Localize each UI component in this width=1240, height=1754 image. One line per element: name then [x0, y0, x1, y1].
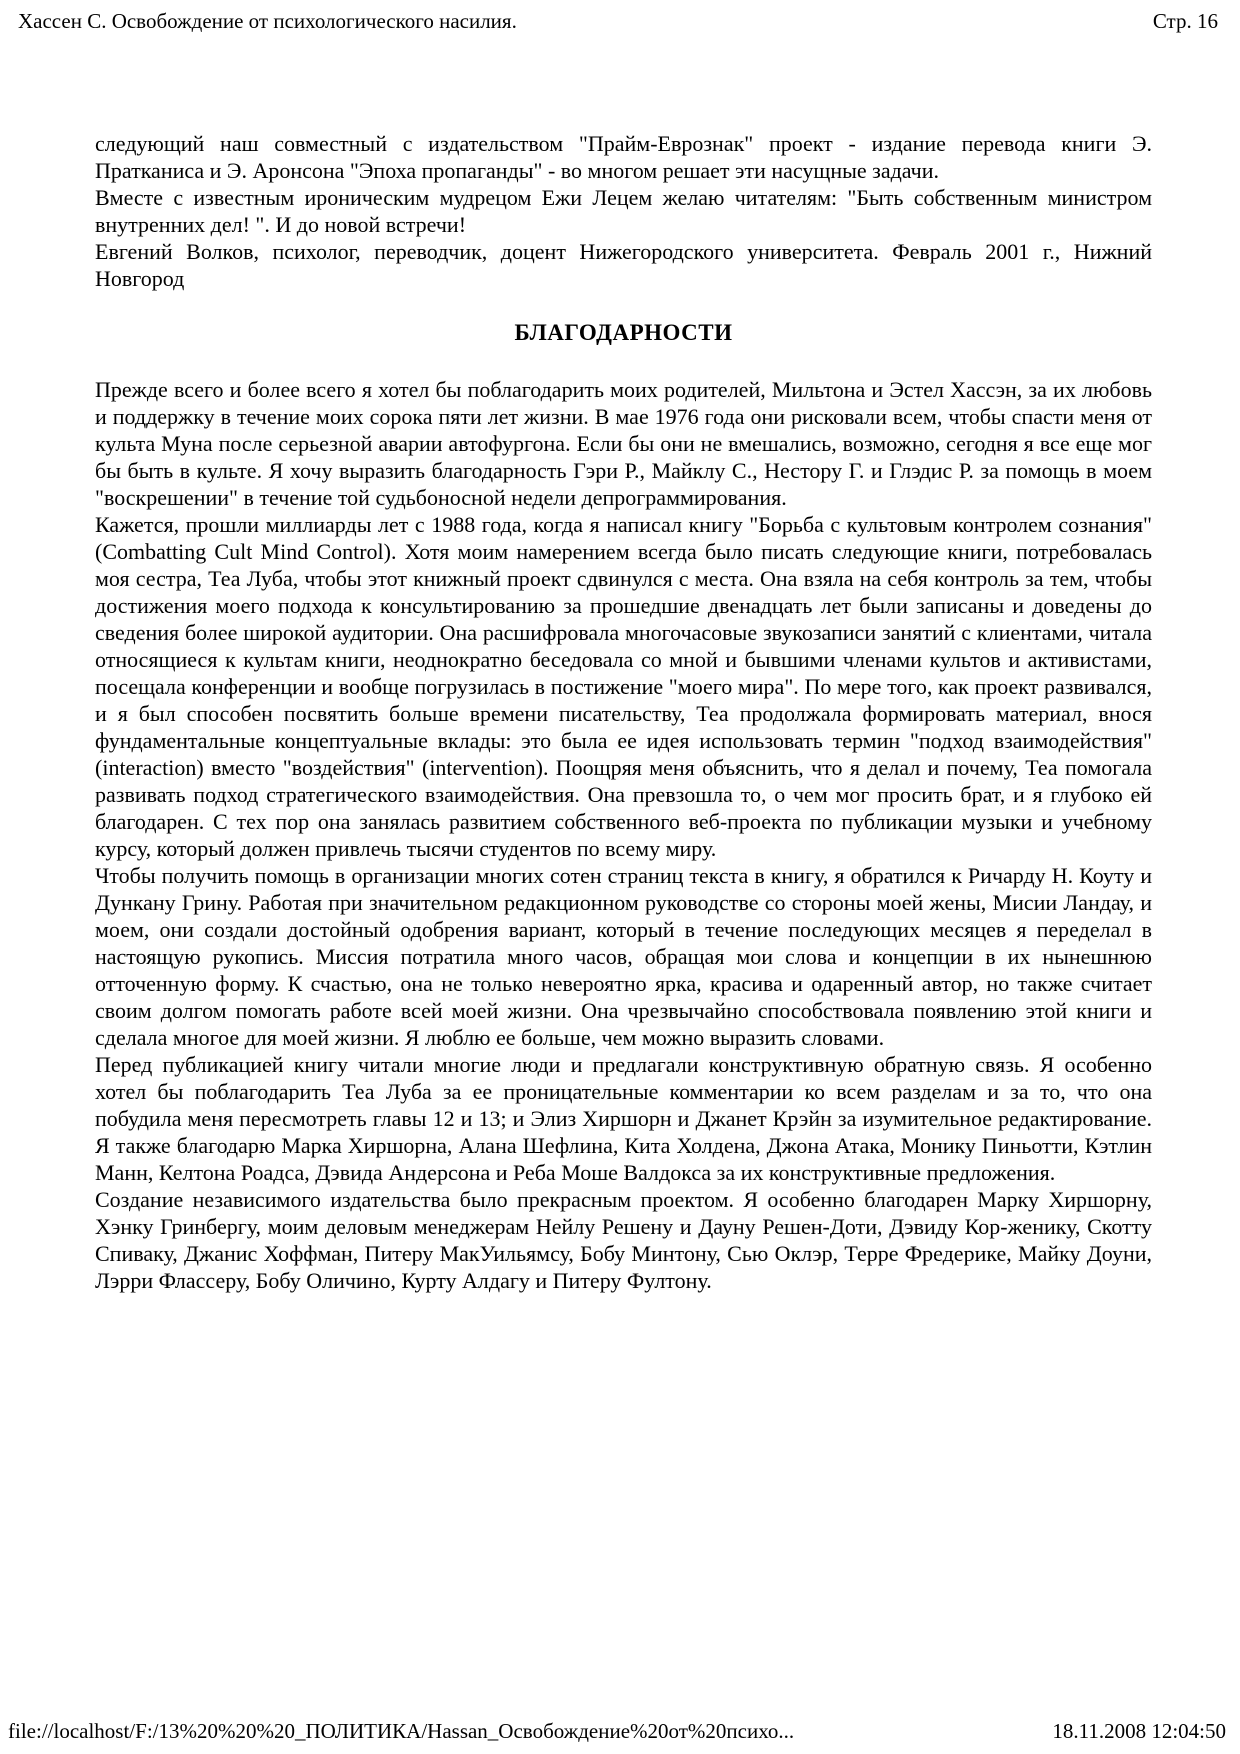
paragraph: Прежде всего и более всего я хотел бы поблагодарить моих родителей, Мильтона и Эстел Хассэн, за их любовь и поддержку в течение моих сорока пяти лет жизни. В мае 1976 года они рисковали всем, чтобы спасти меня от культа Муна после серьезной аварии автофургона. Если бы они не вмешались, возможно, сегодня я все еще мог бы быть в культе. Я хочу выразить благодарность Гэри Р., Майклу С., Нестору Г. и Глэдис Р. за помощь в моем "воскрешении" в течение той судьбоносной недели депрограммирования. [95, 377, 1152, 510]
paragraph: Кажется, прошли миллиарды лет с 1988 года, когда я написал книгу "Борьба с культовым контролем сознания" (Combatting Cult Mind Control). Хотя моим намерением всегда было писать следующие книги, потребовалась моя сестра, Теа Луба, чтобы этот книжный проект сдвинулся с места. Она взяла на себя контроль за тем, чтобы достижения моего подхода к консультированию за прошедшие двенадцать лет были записаны и доведены до сведения более широкой аудитории. Она расшифровала многочасовые звукозаписи занятий с клиентами, читала относящиеся к культам книги, неоднократно беседовала со мной и бывшими членами культов и активистами, посещала конференции и вообще погрузилась в постижение "моего мира". По мере того, как проект развивался, и я был способен посвятить больше времени писательству, Теа продолжала формировать материал, внося фундаментальные концептуальные вклады: это была ее идея использовать термин "подход взаимодействия" (interaction) вместо "воздействия" (intervention). Поощряя меня объяснить, что я делал и почему, Теа помогала развивать подход стратегического взаимодействия. Она превзошла то, о чем мог просить брат, и я глубоко ей благодарен. С тех пор она занялась развитием собственного веб-проекта по публикации музыки и учебному курсу, который должен привлечь тысячи студентов по всему миру. [95, 512, 1152, 861]
paragraph: Чтобы получить помощь в организации многих сотен страниц текста в книгу, я обратился к Ричарду Н. Коуту и Дункану Грину. Работая при значительном редакционном руководстве со стороны моей жены, Мисии Ландау, и моем, они создали достойный одобрения вариант, который в течение последующих месяцев я переделал в настоящую рукопись. Миссия потратила много часов, обращая мои слова и концепции в их нынешнюю отточенную форму. К счастью, она не только невероятно ярка, красива и одаренный автор, но также считает своим долгом помогать работе всей моей жизни. Она чрезвычайно способствовала появлению этой книги и сделала многое для моей жизни. Я люблю ее больше, чем можно выразить словами. [95, 863, 1152, 1050]
paragraph: следующий наш совместный с издательством "Прайм-Еврознак" проект - издание перевода книги Э. Пратканиса и Э. Аронсона "Эпоха пропаганды" - во многом решает эти насущные задачи. [95, 131, 1152, 183]
page-number: Стр. 16 [1152, 9, 1218, 33]
section-heading: БЛАГОДАРНОСТИ [514, 320, 733, 345]
page-footer [8, 1718, 1226, 1744]
paragraph: Перед публикацией книгу читали многие люди и предлагали конструктивную обратную связь. Я особенно хотел бы поблагодарить Теа Луба за ее проницательные комментарии ко всем разделам и за то, что она побудила меня пересмотреть главы 12 и 13; и Элиз Хиршорн и Джанет Крэйн за изумительное редактирование. Я также благодарю Марка Хиршорна, Алана Шефлина, Кита Холдена, Джона Атака, Монику Пиньотти, Кэтлин Манн, Келтона Роадса, Дэвида Андерсона и Реба Моше Валдокса за их конструктивные предложения. [95, 1052, 1152, 1185]
acknowledgments-section [95, 376, 1152, 1294]
header-title: Хассен С. Освобождение от психологического насилия. [18, 9, 517, 33]
footer-timestamp: 18.11.2008 12:04:50 [1052, 1719, 1226, 1743]
paragraph: Вместе с известным ироническим мудрецом Ежи Лецем желаю читателям: "Быть собственным министром внутренних дел! ". И до новой встречи! [95, 185, 1152, 237]
page-header [18, 8, 1218, 34]
paragraph: Евгений Волков, психолог, переводчик, доцент Нижегородского университета. Февраль 2001 г., Нижний Новгород [95, 239, 1152, 291]
footer-file-url: file://localhost/F:/13%20%20%20_ПОЛИТИКА/Hassan_Освобождение%20от%20психо... [8, 1719, 795, 1743]
paragraph: Создание независимого издательства было прекрасным проектом. Я особенно благодарен Марку Хиршорну, Хэнку Гринбергу, моим деловым менеджерам Нейлу Решену и Дауну Решен-Доти, Дэвиду Кор-женику, Скотту Спиваку, Джанис Хоффман, Питеру МакУильямсу, Бобу Минтону, Сью Оклэр, Терре Фредерике, Майку Доуни, Лэрри Флассеру, Бобу Оличино, Курту Алдагу и Питеру Фултону. [95, 1187, 1152, 1293]
intro-section [95, 130, 1152, 292]
document-content [95, 130, 1152, 1294]
